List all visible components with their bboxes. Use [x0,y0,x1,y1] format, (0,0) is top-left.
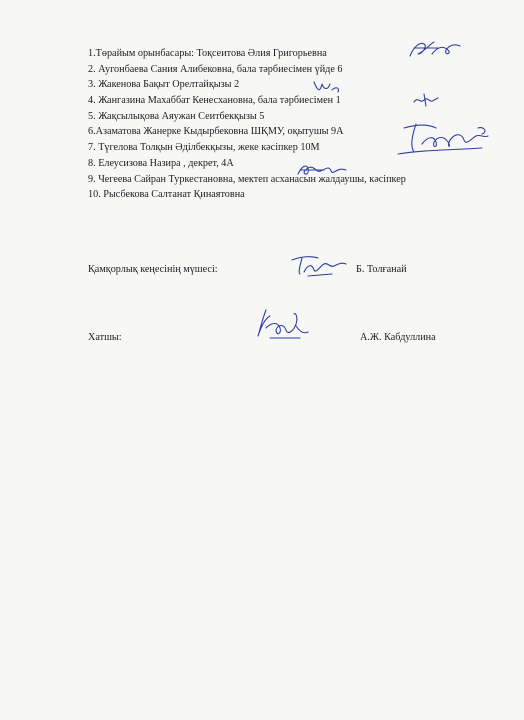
member-item: 7. Түгелова Толқын Әділбекқызы, жеке кәсіпкер 10М [88,142,320,154]
member-item: 6.Азаматова Жанерке Кыдырбековна ШҚМУ, оқытушы 9А [88,126,344,138]
secretary-name: А.Ж. Кабдуллина [360,332,436,343]
signature-mark [392,118,502,160]
secretary-label: Хатшы: [88,332,122,343]
council-member-label: Қамқорлық кеңесінің мүшесі: [88,264,218,275]
signature-mark [294,160,352,180]
signature-mark [288,252,350,280]
member-list [88,46,406,203]
member-item: 8. Елеусизова Назира , декрет, 4А [88,157,234,169]
member-item: 5. Жақсылықова Аяужан Сеитбекқызы 5 [88,110,265,122]
member-item: 10. Рысбекова Салтанат Қинаятовна [88,189,245,201]
member-item: 3. Жакенова Бақыт Орелтайқызы 2 [88,79,240,91]
signature-mark [310,78,344,96]
member-item: 9. Чегеева Сайран Туркестановна, мектеп асханасын жалдаушы, кәсіпкер [88,173,406,185]
signature-mark [252,304,318,344]
member-item: 4. Жангазина Махаббат Кенесхановна, бала тәрбиесімен 1 [88,95,341,107]
signature-mark [404,36,466,62]
member-item: 1.Төрайым орынбасары: Тоқсеитова Әлия Григорьевна [88,48,327,59]
council-member-name: Б. Толғанай [356,264,407,275]
signature-mark [410,90,442,110]
member-item: 2. Аугонбаева Сания Алибековна, бала тәрбиесімен үйде 6 [88,63,343,75]
